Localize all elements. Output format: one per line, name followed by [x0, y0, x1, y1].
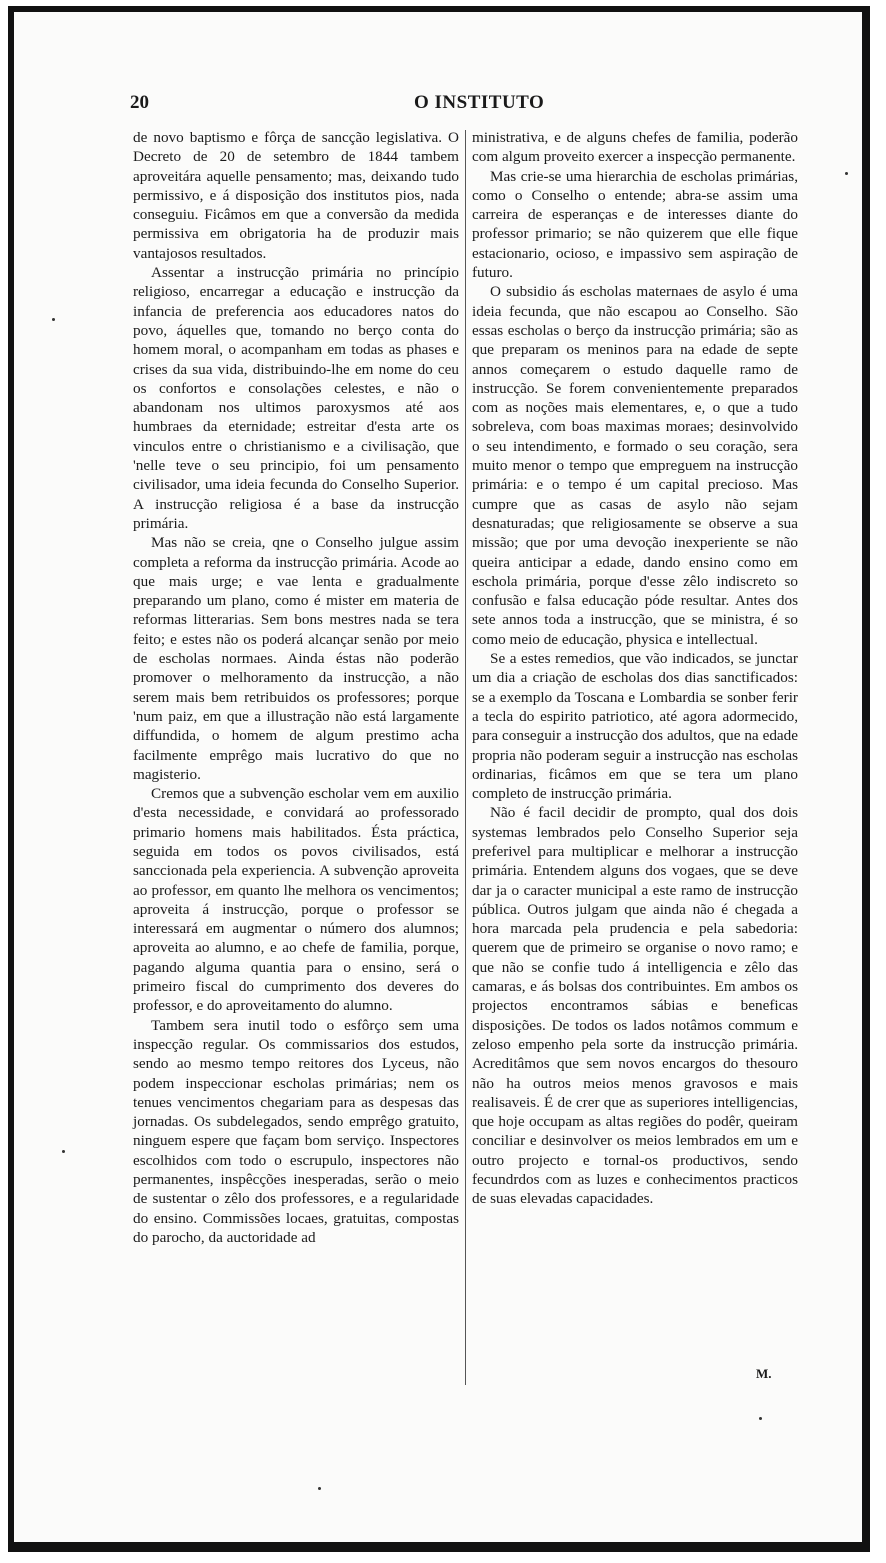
- paragraph: Mas não se creia, qne o Conselho julgue assim completa a reforma da instrucção primária. Acode ao que mais urge; e vae lenta e gradualmente preparando um plano, como é mister em materia de reformas litterarias. Sem bons mestres nada se tera feito; e estes não os poderá alcançar senão por meio de escholas normaes. Ainda éstas não poderão promover o melhoramento da instrucção, a não serem mais bem retribuidos os professores; porque 'num paiz, em que a illustração não está largamente diffundida, o homem de algum prestimo acha facilmente emprêgo mais lucrativo do que no magisterio.: [133, 534, 459, 783]
- paragraph: Tambem sera inutil todo o esfôrço sem uma inspecção regular. Os commissarios dos estudos, sendo ao mesmo tempo reitores dos Lyceus, não podem inspeccionar escholas primárias; nem os tenues vencimentos chegariam para as despesas das jornadas. Os subdelegados, sendo emprêgo gratuito, ninguem espere que façam bom serviço. Inspectores escolhidos com todo o escrupulo, inspectores não permanentes, inspêcções inesperadas, serão o meio de sustentar o zêlo dos professores, e a regularidade do ensino. Commissões locaes, gratuitas, compostas do parocho, da auctoridade ad: [133, 1016, 459, 1246]
- paragraph: ministrativa, e de alguns chefes de familia, poderão com algum proveito exercer a inspecção permanente.: [472, 129, 798, 166]
- right-column: [472, 128, 798, 1209]
- page-header: [126, 92, 796, 118]
- paragraph: Assentar a instrucção primária no princípio religioso, encarregar a educação e instrucção da infancia de preferencia aos educadores natos do povo, áquelles que, tomando no berço conta do homem moral, o acompanham em todas as phases e crises da sua vida, distribuindo-lhe em nome do ceu os confortos e consolações celestes, e não o abandonam nos ultimos paroxysmos até aos humbraes da eternidade; estreitar d'esta arte os vinculos entre o christianismo e a civilisação, que 'nelle teve o seu principio, foi um pensamento civilisador, uma ideia fecunda do Conselho Superior. A instrucção religiosa é a base da instrucção primária.: [133, 264, 459, 532]
- paragraph: Cremos que a subvenção escholar vem em auxilio d'esta necessidade, e convidará ao professorado primario homens mais habilitados. Ésta práctica, seguida em todos os povos civilisados, está sanccionada pela experiencia. A subvenção aproveita ao professor, em quanto lhe melhora os vencimentos; aproveita á instrucção, porque o professor se interessará em augmentar o número dos alumnos; aproveita ao alumno, e ao chefe de familia, porque, pagando alguma quantia para o ensino, será o primeiro fiscal do cumprimento dos deveres do professor, e do aproveitamento do alumno.: [133, 785, 459, 1015]
- print-speck: [52, 318, 55, 321]
- paragraph: de novo baptismo e fôrça de sancção legislativa. O Decreto de 20 de setembro de 1844 tambem aproveitára aquelle pensamento; mas, deixando tudo permissivo, e á disposição dos institutos pios, nada conseguiu. Ficâmos em que a conversão da medida permissiva em obrigatoria ha de produzir mais vantajosos resultados.: [133, 129, 459, 262]
- column-divider: [465, 130, 466, 1385]
- running-title: O INSTITUTO: [414, 92, 545, 113]
- paragraph: O subsidio ás escholas maternaes de asylo é uma ideia fecunda, que não escapou ao Conselho. São essas escholas o berço da instrucção primária; são as que preparam os meninos para na edade de septe annos começarem o estudo daquelle ramo de instrucção. Se forem convenientemente preparados com as noções mais elementares, e, o que a tudo sobreleva, com boas maximas moraes; desinvolvido o seu intendimento, e formado o seu coração, sera muito menor o tempo que empreguem na instrucção primária: e o tempo é um capital precioso. Mas cumpre que as casas de asylo não sejam desnaturadas; que religiosamente se observe a sua missão; que por uma devoção inexperiente se não queira anticipar a edade, dando ensino como em eschola primária, porque d'esse zêlo indiscreto so confusão e falsa educação póde resultar. Antes dos sete annos toda a instrucção, que se ministra, é so como meio de educação, physica e intellectual.: [472, 283, 798, 648]
- paragraph: Se a estes remedios, que vão indicados, se junctar um dia a criação de escholas dos dias sanctificados: se a exemplo da Toscana e Lombardia se sonber ferir a tecla do espirito patriotico, até agora adormecido, para conseguir a instrucção dos adultos, que na edade propria não poderam seguir a instrucção nas escholas ordinarias, ficâmos em que se tera um plano completo de instrucção primária.: [472, 650, 798, 803]
- paragraph: Não é facil decidir de prompto, qual dos dois systemas lembrados pelo Conselho Superior seja preferivel para multiplicar e melhorar a instrucção primária. Entendem alguns dos vogaes, que se deve dar ja o caracter municipal a este ramo de instrucção pública. Outros julgam que ainda não é chegada a hora marcada pela prudencia e pela sabedoria: querem que de primeiro se organise o novo ramo; e que não se confie tudo á intelligencia e zêlo das camaras, e ás bolsas dos contribuintes. Em ambos os projectos encontramos sábias e beneficas disposições. De todos os lados notâmos commum e zeloso empenho pela sorte da instrucção primária. Acreditâmos que sem novos encargos do thesouro não ha outros meios menos gravosos e mais realisaveis. É de crer que as superiores intelligencias, que hoje occupam as altas regiões do podêr, queiram conciliar e desinvolver os meios lembrados em um e outro projecto e tornal-os productivos, sendo fecundrdos com as luzes e conhecimentos practicos de suas elevadas capacidades.: [472, 804, 798, 1208]
- print-speck: [845, 172, 848, 175]
- print-speck: [759, 1417, 762, 1420]
- left-column: [133, 128, 459, 1247]
- page-number: 20: [130, 92, 149, 113]
- paragraph: Mas crie-se uma hierarchia de escholas primárias, como o Conselho o entende; abra-se assim uma carreira de esperanças e de interesses diante do professor primario; se não quizerem que elle fique estacionario, ocioso, e impassivo sem aspiração de futuro.: [472, 167, 798, 282]
- print-speck: [62, 1150, 65, 1153]
- print-speck: [318, 1487, 321, 1490]
- author-signature: M.: [756, 1366, 772, 1381]
